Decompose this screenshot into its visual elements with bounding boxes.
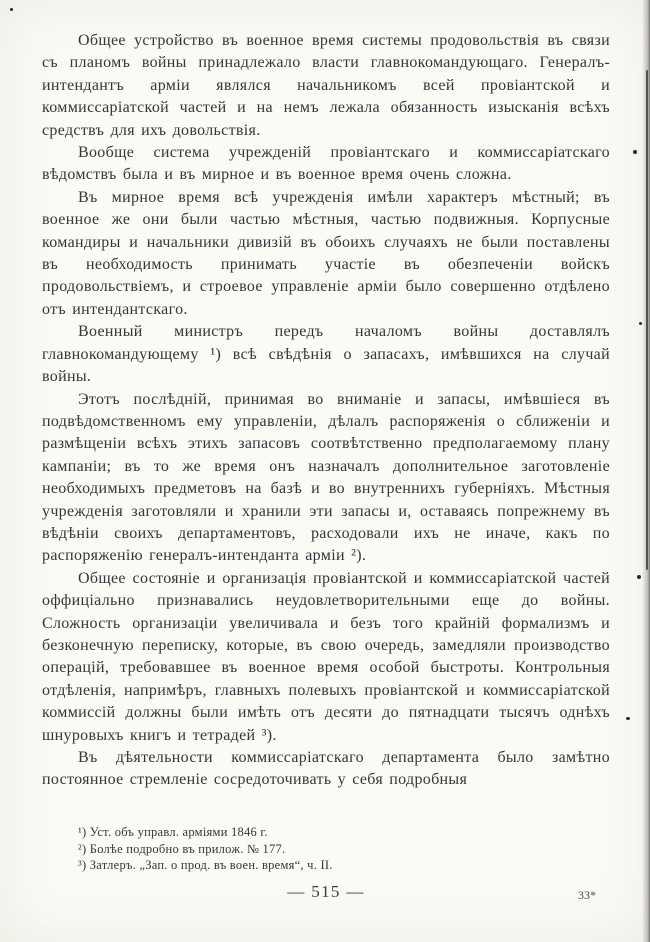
scan-speck — [637, 575, 641, 579]
paragraph: Общее устройство въ военное время системы продовольствія въ связи съ планомъ войны принадлежало власти главнокомандующаго. Генералъ-интендантъ арміи являлся начальникомъ всей провіантской и коммиссаріатской частей и на немъ лежала обязанность изысканія всѣхъ средствъ для ихъ довольствія. — [42, 32, 610, 139]
scan-speck — [10, 8, 13, 11]
paragraph: Въ мирное время всѣ учрежденія имѣли характеръ мѣстный; въ военное же они были частью мѣстныя, частью подвижныя. Корпусные командиры и начальники дивизій въ обоихъ случаяхъ не были поставлены въ необходимость принимать участіе въ обезпеченіи войскъ продовольствіемъ, и строевое управленіе арміи было совершенно отдѣлено отъ интендантскаго. — [42, 188, 610, 318]
page-footer — [42, 882, 610, 910]
scan-speck — [639, 322, 642, 325]
scan-speck — [633, 150, 637, 154]
page-body — [42, 30, 610, 792]
paragraph: Этотъ послѣдній, принимая во вниманіе и запасы, имѣвшіеся въ подвѣдомственномъ ему управленіи, дѣлалъ распоряженія о сближеніи и размѣщеніи всѣхъ этихъ запасовъ соотвѣтственно предполагаемому плану кампаніи; въ то же время онъ назначалъ дополнительное заготовленіе необходимыхъ предметовъ на базѣ и во внутреннихъ губерніяхъ. Мѣстныя учрежденія заготовляли и хранили эти запасы и, оставаясь попрежнему въ вѣдѣніи своихъ департаментовъ, расходовали ихъ не иначе, какъ по распоряженію генералъ-интенданта арміи ²). — [42, 390, 610, 565]
paragraph: Военный министръ передъ началомъ войны доставлялъ главнокомандующему ¹) всѣ свѣдѣнія о запасахъ, имѣвшихся на случай войны. — [42, 323, 610, 386]
scan-edge-line — [646, 70, 648, 570]
page-number: — 515 — — [287, 882, 365, 901]
footnote: ²) Болѣе подробно въ прилож. № 177. — [78, 841, 286, 856]
paragraph: Въ дѣятельности коммиссаріатскаго департамента было замѣтно постоянное стремленіе сосредоточивать у себя подробныя — [42, 749, 610, 789]
scan-speck — [626, 717, 630, 720]
footnotes — [78, 824, 578, 874]
paragraph: Вообще система учрежденій провіантскаго и коммиссаріатскаго вѣдомствъ была и въ мирное и въ военное время очень сложна. — [42, 144, 610, 184]
footnote: ¹) Уст. объ управл. арміями 1846 г. — [78, 825, 268, 839]
footnote: ³) Затлеръ. „Зап. о прод. въ воен. время“, ч. II. — [78, 858, 333, 872]
signature-mark: 33* — [578, 888, 596, 902]
paragraph: Общее состояніе и организація провіантской и коммиссаріатской частей оффиціально признавались неудовлетворительными еще до войны. Сложность организаціи увеличивала и безъ того крайній формализмъ и безконечную переписку, которые, въ свою очередь, замедляли производство операцій, требовавшее въ военное время особой быстроты. Контрольныя отдѣленія, напримѣръ, главныхъ полевыхъ провіантской и коммиссаріатской коммиссій должны были имѣть отъ десяти до пятнадцати тысячъ однѣхъ шнуровыхъ книгъ и тетрадей ³). — [42, 569, 610, 744]
